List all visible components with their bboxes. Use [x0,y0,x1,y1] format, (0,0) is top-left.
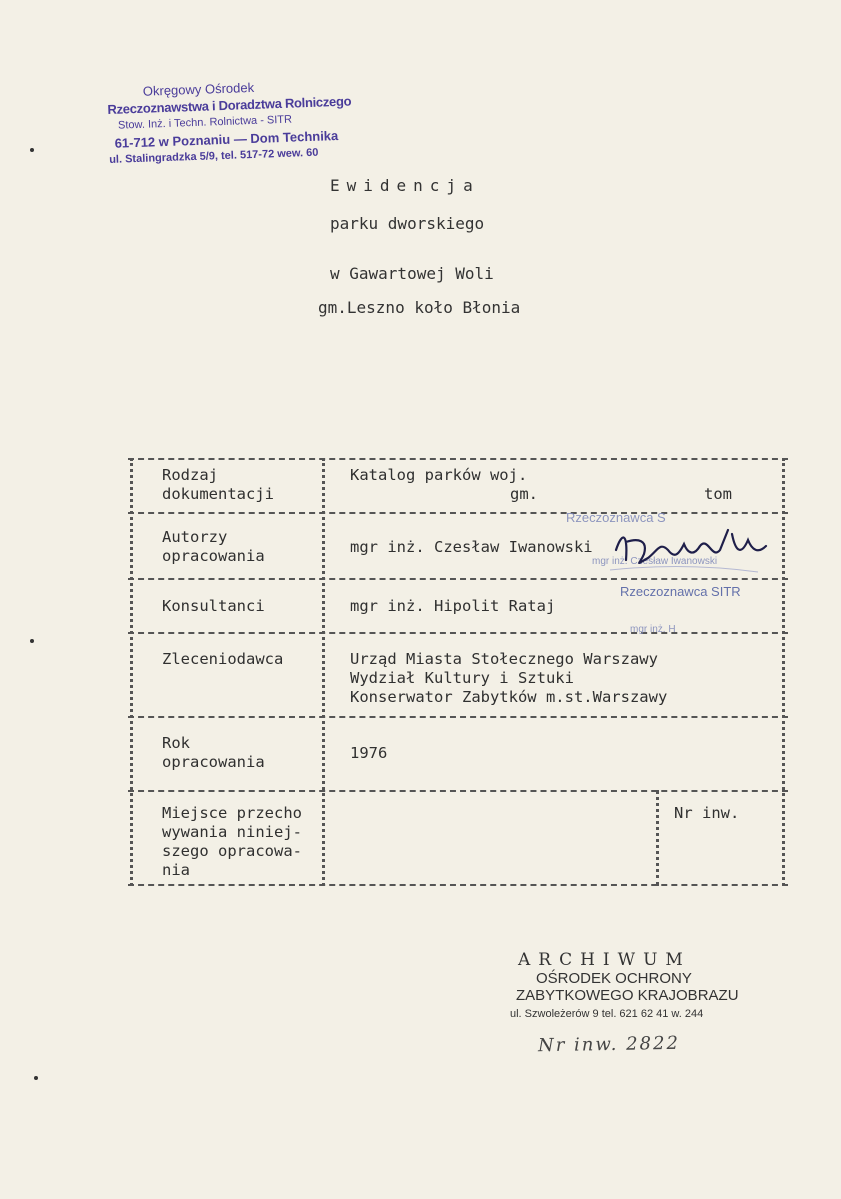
stamp-line: Stow. Inż. i Techn. Rolnictwa - SITR [117,113,293,132]
table-border-left [130,458,133,886]
archive-address: ul. Szwoleżerów 9 tel. 621 62 41 w. 244 [510,1008,704,1020]
archive-line: OŚRODEK OCHRONY [536,970,692,987]
row-label-storage: Miejsce przecho wywania niniej- szego opracowa- nia [162,804,302,879]
row-label-document-type: Rodzaj dokumentacji [162,466,274,503]
stamp-line: Okręgowy Ośrodek [142,79,255,99]
table-rule [128,632,788,634]
row-value-commune: gm. [510,485,538,503]
document-subtitle: parku dworskiego [330,214,485,233]
organization-stamp [107,76,352,169]
table-rule [128,716,788,718]
archive-title: ARCHIWUM [518,950,691,970]
signature-icon [608,520,778,590]
row-label-client: Zleceniodawca [162,650,284,668]
archive-line: ZABYTKOWEGO KRAJOBRAZU [516,987,739,1004]
row-label-consultants: Konsultanci [162,597,265,615]
row-value-volume: tom [704,485,732,503]
stamp-line: 61-712 w Poznaniu — Dom Technika [114,127,339,151]
row-value-inventory-number: Nr inw. [674,804,740,822]
expert-stamp: Rzeczoznawca SITR [620,584,741,599]
location-line: w Gawartowej Woli [330,264,494,283]
row-label-year: Rok opracowania [162,734,265,771]
row-value-catalog: Katalog parków woj. [350,466,528,484]
table-divider [322,458,325,886]
row-value-consultants: mgr inż. Hipolit Rataj [350,597,556,615]
row-value-authors: mgr inż. Czesław Iwanowski [350,538,593,556]
row-label-authors: Autorzy opracowania [162,528,265,565]
table-rule [128,458,788,460]
margin-mark [30,148,34,152]
stamp-line: ul. Stalingradzka 5/9, tel. 517-72 wew. 60 [109,146,319,166]
table-rule [128,512,788,514]
row-value-year: 1976 [350,744,388,762]
commune-line: gm.Leszno koło Błonia [318,298,521,317]
expert-stamp: Rzeczoznawca S [566,510,666,525]
expert-name-stamp: mgr inż. Czesław Iwanowski [592,556,718,567]
table-rule [128,790,788,792]
margin-mark [30,639,34,643]
stamp-line: Rzeczoznawstwa i Doradztwa Rolniczego [107,93,352,118]
expert-name-stamp: mgr inż. H [630,624,676,635]
row-value-client: Urząd Miasta Stołecznego Warszawy Wydział Kultury i Sztuki Konserwator Zabytków m.st.Warszawy [350,650,668,706]
inventory-note: Nr inw. 2822 [537,1032,681,1057]
margin-mark [34,1076,38,1080]
archive-stamp [510,950,740,1020]
table-divider-inventory [656,790,659,886]
table-rule [128,884,788,886]
table-border-right [782,458,785,886]
document-title: Ewidencja [330,176,480,195]
